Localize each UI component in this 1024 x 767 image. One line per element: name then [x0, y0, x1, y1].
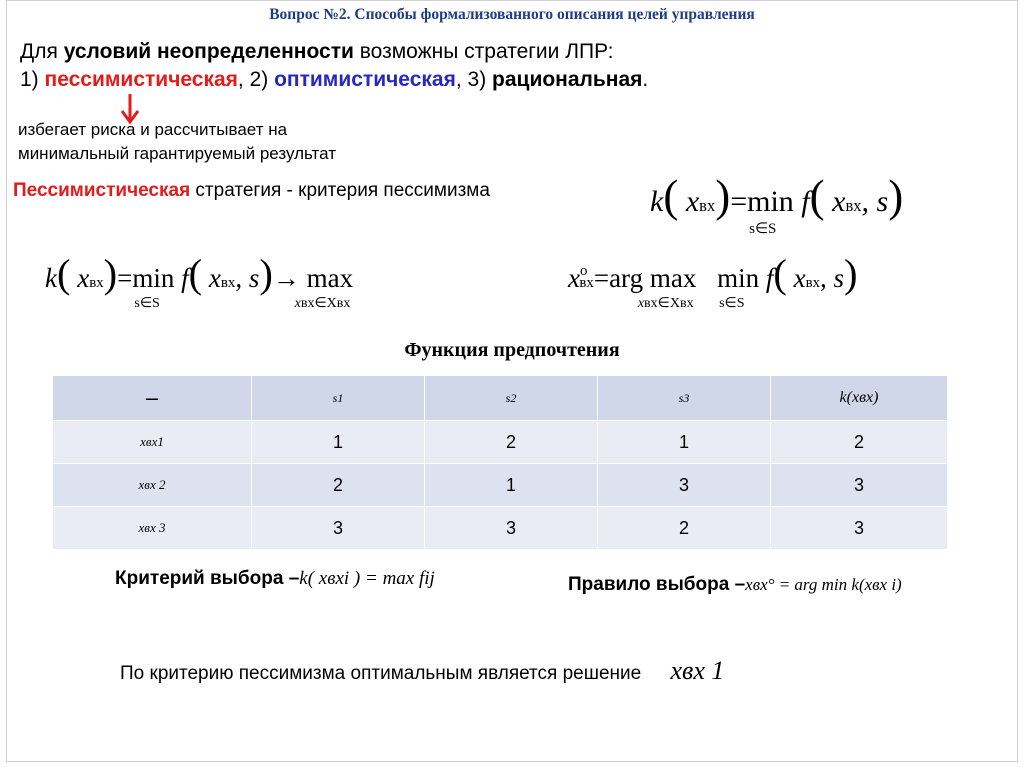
strategy-optimistic: оптимистическая [274, 68, 456, 91]
table-cell: 1 [252, 421, 425, 464]
conditions-term: условий неопределенности [63, 40, 354, 63]
table-row [53, 464, 948, 507]
table-cell: 3 [771, 464, 948, 507]
formula-argmaxmin: $x^oвх=arg$ max xвх∈Xвх min s∈S f( xвх, s) [568, 251, 858, 311]
preference-table [52, 375, 948, 550]
header-s1: s1 [252, 376, 425, 421]
table-row [53, 507, 948, 550]
conclusion-answer: xвх 1 [670, 656, 725, 685]
row-label: xвх1 [53, 421, 252, 464]
slide-title: Вопрос №2. Способы формализованного описания целей управления [269, 6, 755, 23]
strategy-rational: рациональная [492, 68, 643, 91]
header-s2: s2 [425, 376, 598, 421]
table-title: Функция предпочтения [404, 339, 620, 361]
strategy-pessimistic: пессимистическая [44, 68, 238, 91]
table-header-row [53, 376, 948, 421]
table-cell: 3 [425, 507, 598, 550]
formula-maxmin: k( xвх)=min s∈S f( xвх, s)→ max xвх∈Xвх [45, 251, 354, 311]
table-cell: 1 [425, 464, 598, 507]
intro-line: Для условий неопределенности возможны стратегии ЛПР: [20, 40, 614, 63]
table-cell: 2 [425, 421, 598, 464]
table-cell: 3 [771, 507, 948, 550]
selection-criterion: Критерий выбора –k( xвхi ) = max fij [115, 568, 435, 589]
selection-rule: Правило выбора –xвх° = arg min k(xвх i) [568, 574, 902, 595]
formula-min-criterion: k( xвх)=min s∈S f( xвх, s) [650, 171, 904, 237]
row-label: xвх 2 [53, 464, 252, 507]
header-s3: s3 [598, 376, 771, 421]
conclusion: По критерию пессимизма оптимальным является решение xвх 1 [120, 656, 725, 685]
table-row [53, 421, 948, 464]
corner-cell: – [53, 376, 252, 421]
table-cell: 3 [252, 507, 425, 550]
strategies-list: 1) пессимистическая, 2) оптимистическая, 3) рациональная. [20, 68, 649, 91]
pessimistic-strategy-line: Пессимистическая стратегия - критерия пессимизма [13, 180, 490, 201]
criterion-formula: k( xвхi ) = max fij [299, 568, 435, 589]
table-cell: 1 [598, 421, 771, 464]
table-cell: 2 [771, 421, 948, 464]
header-k: k(xвх) [771, 376, 948, 421]
table-cell: 2 [598, 507, 771, 550]
table-cell: 2 [252, 464, 425, 507]
row-label: xвх 3 [53, 507, 252, 550]
pessimistic-note: избегает риска и рассчитывает на минимальный гарантируемый результат [18, 120, 337, 163]
table-cell: 3 [598, 464, 771, 507]
rule-formula: xвх° = arg min k(xвх i) [745, 575, 902, 594]
